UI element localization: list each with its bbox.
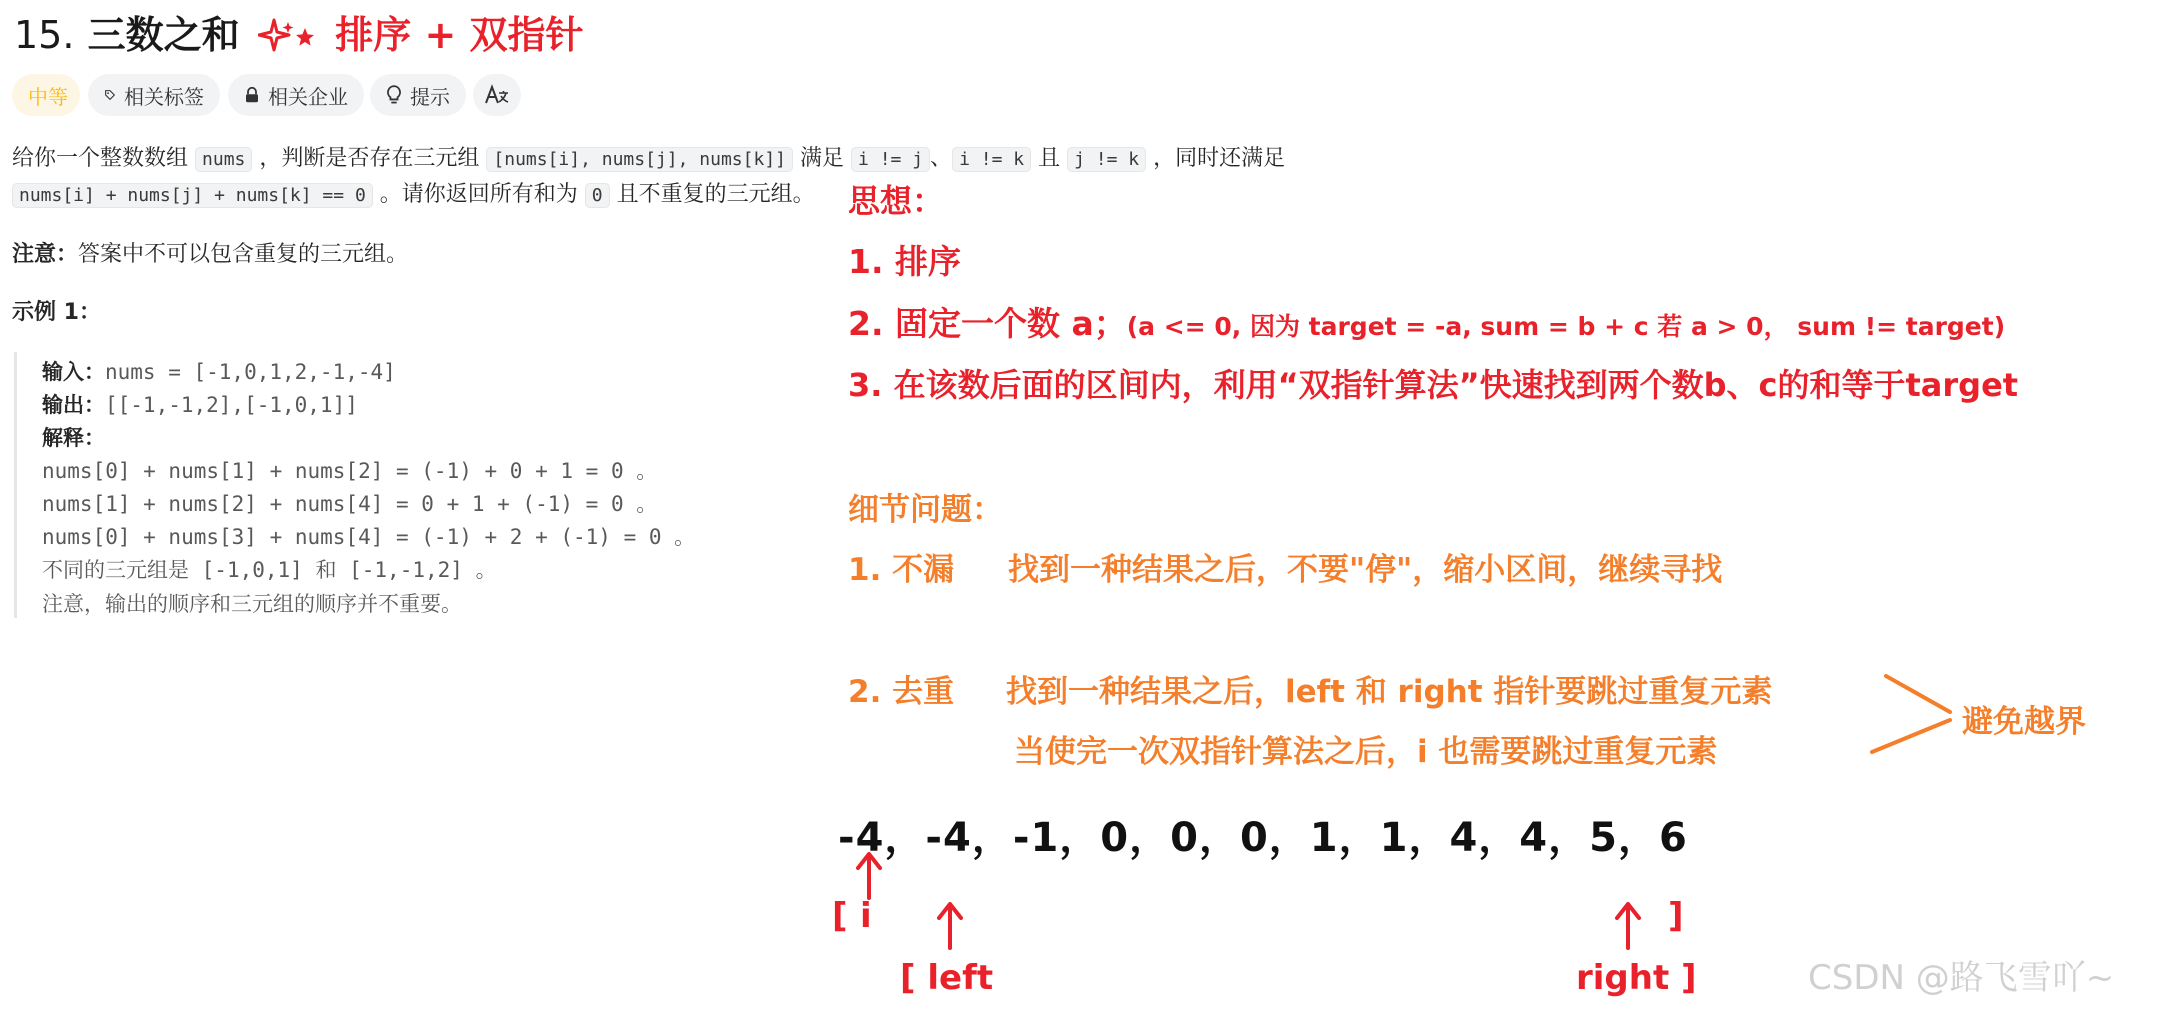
distinct-value: [-1,-1,2] (349, 558, 463, 582)
problem-number: 15. (14, 13, 75, 57)
output-label: 输出： (42, 393, 105, 417)
idea-step-2-note: (a <= 0, 因为 target = -a, sum = b + c 若 a > 0， sum != target) (1126, 312, 2006, 341)
problem-name: 三数之和 (87, 13, 240, 57)
pointer-left-label: [ left (900, 958, 994, 998)
idea-step-1: 1. 排序 (848, 242, 961, 281)
pointer-right-label: right ] (1576, 958, 1697, 998)
idea-step-3: 3. 在该数后面的区间内，利用“双指针算法”快速找到两个数b、c的和等于target (848, 366, 2019, 404)
pointer-i-label: i (860, 896, 872, 936)
difficulty-label: 中等 (28, 84, 68, 109)
detail-1-label: 1. 不漏 (848, 552, 955, 588)
inline-code: nums (195, 147, 252, 172)
detail-title: 细节问题： (848, 492, 1003, 528)
arrow-up-icon (1617, 904, 1639, 948)
note-label: 注意： (12, 242, 79, 267)
explain-line: nums[1] + nums[2] + nums[4] = 0 + 1 + (-1) = 0 。 (42, 492, 658, 516)
output-value: [[-1,-1,2],[-1,0,1]] (105, 393, 358, 417)
range-bracket-open: [ (832, 896, 848, 936)
arrow-up-icon (939, 904, 961, 948)
inline-code: i != k (952, 147, 1031, 172)
distinct-text: 和 (315, 558, 337, 582)
arrow-up-icon (858, 854, 880, 898)
desc-text: 满足 (800, 146, 845, 171)
inline-code: nums[i] + nums[j] + nums[k] == 0 (12, 183, 373, 208)
range-bracket-close: ] (1668, 896, 1684, 936)
desc-text: 给你一个整数数组 (12, 146, 189, 171)
explain-line: nums[0] + nums[3] + nums[4] = (-1) + 2 + (-1) = 0 。 (42, 525, 696, 549)
distinct-text: 。 (475, 558, 497, 582)
explain-line: nums[0] + nums[1] + nums[2] = (-1) + 0 + 1 = 0 。 (42, 459, 658, 483)
idea-title: 思想： (848, 182, 945, 220)
explain-label: 解释： (42, 426, 105, 450)
desc-text: 、 (930, 146, 953, 171)
detail-2-label: 2. 去重 (848, 674, 955, 710)
distinct-text: 不同的三元组是 (42, 558, 189, 582)
inline-code: 0 (585, 183, 610, 208)
input-value: nums = [-1,0,1,2,-1,-4] (105, 360, 396, 384)
hint-label: 提示 (410, 84, 450, 109)
watermark: CSDN @路飞雪吖~ (1808, 958, 2115, 998)
detail-1-text: 找到一种结果之后，不要"停"，缩小区间，继续寻找 (1008, 552, 1723, 588)
bracket-lines (1872, 676, 1950, 752)
distinct-value: [-1,0,1] (201, 558, 303, 582)
desc-text: ，同时还满足 (1153, 146, 1286, 171)
inline-code: i != j (851, 147, 930, 172)
idea-step-2-text: 2. 固定一个数 a； (848, 304, 1127, 343)
sorted-array: -4，-4，-1，0，0，0，1，1，4，4，5，6 (838, 815, 1688, 861)
inline-code: [nums[i], nums[j], nums[k]] (486, 147, 793, 172)
input-label: 输入： (42, 360, 105, 384)
related-tags-label: 相关标签 (124, 84, 204, 109)
detail-2-text-1: 找到一种结果之后，left 和 right 指针要跳过重复元素 (1006, 674, 1773, 710)
example-title: 示例 1： (12, 300, 101, 325)
desc-text: 且不重复的三元组。 (616, 182, 815, 207)
detail-2-text-2: 当使完一次双指针算法之后，i 也需要跳过重复元素 (1014, 734, 1718, 770)
explain-note: 注意，输出的顺序和三元组的顺序并不重要。 (42, 592, 462, 616)
inline-code: j != k (1067, 147, 1146, 172)
related-companies-label: 相关企业 (268, 84, 348, 109)
desc-text: 且 (1038, 146, 1061, 171)
desc-text: ，判断是否存在三元组 (259, 146, 480, 171)
title-annotation-text: 排序 + 双指针 (335, 13, 584, 57)
avoid-out-of-bounds-note: 避免越界 (1962, 704, 2086, 740)
note-text: 答案中不可以包含重复的三元组。 (78, 242, 409, 267)
desc-text: 。请你返回所有和为 (379, 182, 578, 207)
